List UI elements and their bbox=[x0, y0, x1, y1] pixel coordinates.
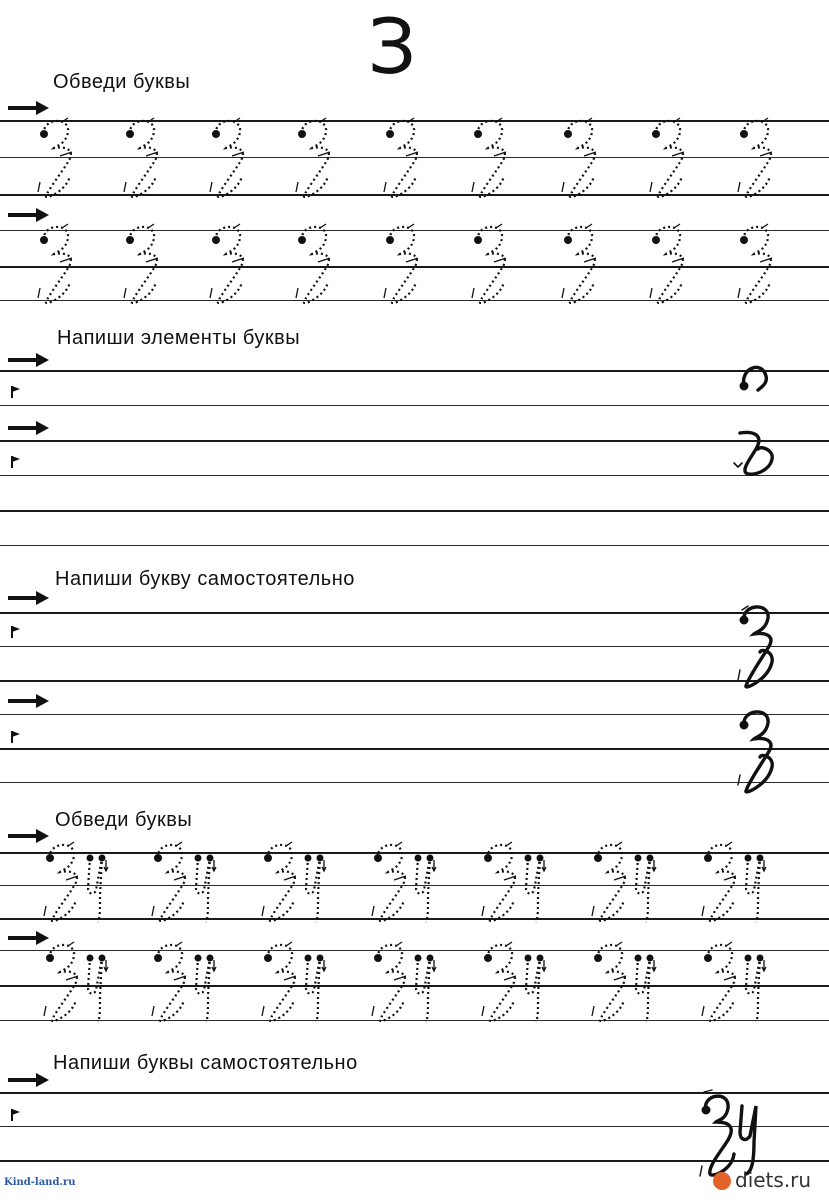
ruled-line bbox=[0, 510, 829, 512]
trace-pair-glyph bbox=[256, 936, 316, 1026]
trace-letter-glyph bbox=[556, 112, 616, 202]
heading-trace-letters: Обведи буквы bbox=[53, 71, 191, 93]
arrow-right-icon bbox=[8, 352, 50, 368]
trace-letter-glyph bbox=[32, 112, 92, 202]
trace-letter-glyph bbox=[290, 218, 350, 308]
trace-pair-glyph bbox=[146, 836, 206, 926]
flag-icon bbox=[10, 625, 22, 639]
ruled-line bbox=[0, 545, 829, 546]
trace-pair-glyph bbox=[696, 936, 756, 1026]
trace-letter-glyph bbox=[732, 112, 792, 202]
footer-left-logo: Kind-land.ru bbox=[4, 1177, 76, 1188]
logo-icon bbox=[713, 1172, 731, 1190]
trace-letter-glyph bbox=[378, 112, 438, 202]
pair-sample bbox=[690, 1080, 750, 1170]
trace-pair-glyph bbox=[476, 836, 536, 926]
heading-write-letters: Напиши буквы самостоятельно bbox=[53, 1052, 358, 1074]
trace-pair-glyph bbox=[586, 936, 646, 1026]
ruled-line bbox=[0, 646, 829, 647]
trace-letter-glyph bbox=[32, 218, 92, 308]
ruled-line bbox=[0, 612, 829, 614]
trace-pair-glyph bbox=[38, 836, 98, 926]
heading-trace-letters-2: Обведи буквы bbox=[55, 809, 193, 831]
trace-pair-glyph bbox=[366, 936, 426, 1026]
page-title: З bbox=[367, 2, 417, 91]
trace-pair-glyph bbox=[366, 836, 426, 926]
flag-icon bbox=[10, 455, 22, 469]
trace-pair-glyph bbox=[38, 936, 98, 1026]
arrow-right-icon bbox=[8, 420, 50, 436]
ruled-line bbox=[0, 440, 829, 442]
ruled-line bbox=[0, 748, 829, 750]
trace-letter-glyph bbox=[204, 218, 264, 308]
ruled-line bbox=[0, 782, 829, 783]
arrow-right-icon bbox=[8, 693, 50, 709]
letter-sample-2 bbox=[732, 705, 792, 795]
trace-letter-glyph bbox=[378, 218, 438, 308]
trace-pair-glyph bbox=[696, 836, 756, 926]
flag-icon bbox=[10, 1108, 22, 1122]
trace-letter-glyph bbox=[644, 218, 704, 308]
heading-write-elements: Напиши элементы буквы bbox=[57, 327, 301, 349]
ruled-line bbox=[0, 475, 829, 476]
trace-letter-glyph bbox=[118, 112, 178, 202]
element-sample-loop bbox=[730, 425, 790, 515]
trace-letter-glyph bbox=[556, 218, 616, 308]
trace-letter-glyph bbox=[732, 218, 792, 308]
trace-letter-glyph bbox=[204, 112, 264, 202]
trace-letter-glyph bbox=[466, 218, 526, 308]
trace-pair-glyph bbox=[146, 936, 206, 1026]
ruled-line bbox=[0, 680, 829, 682]
arrow-right-icon bbox=[8, 590, 50, 606]
ruled-line bbox=[0, 714, 829, 715]
flag-icon bbox=[10, 730, 22, 744]
ruled-line bbox=[0, 405, 829, 406]
heading-write-letter: Напиши букву самостоятельно bbox=[55, 568, 355, 590]
flag-icon bbox=[10, 385, 22, 399]
trace-letter-glyph bbox=[466, 112, 526, 202]
trace-letter-glyph bbox=[290, 112, 350, 202]
footer-right-logo bbox=[713, 1168, 811, 1192]
trace-letter-glyph bbox=[118, 218, 178, 308]
trace-pair-glyph bbox=[256, 836, 316, 926]
trace-pair-glyph bbox=[476, 936, 536, 1026]
arrow-right-icon bbox=[8, 1072, 50, 1088]
trace-letter-glyph bbox=[644, 112, 704, 202]
trace-pair-glyph bbox=[586, 836, 646, 926]
ruled-line bbox=[0, 370, 829, 372]
letter-sample-1 bbox=[732, 600, 792, 690]
footer-right-text: diets.ru bbox=[735, 1168, 812, 1192]
